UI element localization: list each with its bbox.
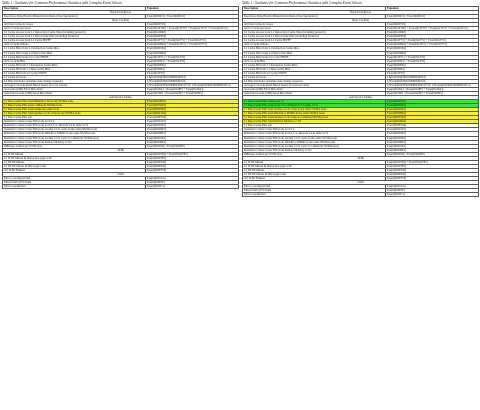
- section-title: Advanced Caching: [3, 96, 239, 100]
- equation-cell: Event[0x1F70] + Event[0x1F71] + Event[0x1F72]: [386, 39, 479, 43]
- description-cell: Macro-ops Dispatched: [3, 176, 146, 180]
- equation-cell: Event[0x04043]: [146, 140, 239, 144]
- section-title: Branch Prediction: [243, 11, 479, 15]
- description-cell: Demand L1 Data Cache Fills from Remote Memory or IO: [243, 148, 386, 152]
- description-cell: L3 Cache Accesses: [3, 75, 146, 79]
- equation-cell: Event[0x00143]: [386, 128, 479, 132]
- header-description: Description: [3, 7, 146, 11]
- equation-cell: Event[0x01043]: [386, 144, 479, 148]
- equation-cell: Event[0x10060]: [386, 31, 479, 35]
- description-cell: Demand L1 Data Cache Fills from local L3 or different L2 in same CCX: [243, 132, 386, 136]
- table-row: [243, 193, 479, 197]
- equation-cell: Event[0x1F70]: [146, 71, 239, 75]
- equation-cell: Event[0x00784] + Event[0x00785]: [146, 152, 239, 156]
- description-cell: Average L3 Cache Read Miss Latency (in core clocks): [3, 83, 146, 87]
- description-cell: Op Cache (64B) Fetch Miss Ratio: [3, 87, 146, 91]
- equation-cell: Event[0x0F045]: [386, 172, 479, 176]
- equation-cell: Event[0x00443]: [386, 136, 479, 140]
- equation-cell: Event[0x00844]: [386, 112, 479, 116]
- equation-cell: Event[0x00244]: [386, 104, 479, 108]
- description-cell: L1 ITLB Misses: [3, 152, 146, 156]
- equation-cell: Event[0x00864]: [146, 51, 239, 55]
- equation-cell: Event[0x00143]: [146, 120, 239, 124]
- table-row: [3, 185, 239, 189]
- equation-cell: Event[0xF064]: [386, 67, 479, 71]
- equation-cell: Event[0x1F71] + Event[0x1F72]: [386, 55, 479, 59]
- equation-cell: Event[0x00243]: [146, 124, 239, 128]
- description-cell: L3 Miss (includes cacheline state change requests): [3, 79, 146, 83]
- equation-cell: Event[0x00064]: [386, 63, 479, 67]
- equation-cell: Event[0x04043]: [386, 148, 479, 152]
- equation-cell: Event[0x0950] / Event[0x02B0]: [386, 152, 479, 156]
- equation-cell: Event[0x0FF78]: [386, 176, 479, 180]
- description-cell: Demand L1 Data Cache Fills from another CCX cache in a different NUMA node: [243, 144, 386, 148]
- section-title: Stalls: [3, 172, 239, 176]
- description-cell: L1 ITLB Misses: [243, 160, 386, 164]
- equation-cell: Event[0x01444]: [146, 112, 239, 116]
- equation-cell: Event[0x00864] + Event[0x1F71] + Event[0x1F72]: [146, 43, 239, 47]
- table-caption: Table 1: Guidance for Common Performance Statistics with Complex Event Selects: [2, 1, 122, 5]
- section-title: Advanced Caching: [243, 96, 479, 100]
- equation-cell: Event[0x00444]: [386, 108, 479, 112]
- description-cell: Demand L1 Data Cache Fills from DRAM or MMIO in the same NUMA node: [3, 132, 146, 136]
- description-cell: Execution-Time Branch Misprediction Ratio (Non-Speculative): [243, 15, 386, 19]
- section-title: Stalls: [243, 181, 479, 185]
- equation-cell: L3Event[0x0300C00080040104]: [146, 79, 239, 83]
- equation-cell: Event[0x07AA]: [386, 185, 479, 189]
- equation-cell: Event[0x1F70]: [386, 71, 479, 75]
- description-cell: L2 DTLB Misses & Data page walk: [3, 164, 146, 168]
- description-cell: L2 Cache Access from L1 Data Cache Miss (including Prefetch): [243, 35, 386, 39]
- header-equation: Equation: [386, 7, 479, 11]
- equation-cell: Event[0x00785]: [146, 156, 239, 160]
- description-cell: Demand L1 Data Cache Fills from DRAM or MMIO in the same NUMA node: [243, 140, 386, 144]
- description-cell: Macro-ops Dispatched: [243, 185, 386, 189]
- equation-cell: Event[0x1F71] + Event[0x1F72]: [146, 55, 239, 59]
- equation-cell: Event[0x28A] / (Event[0x28F] + Event[0x28A]): [386, 87, 479, 91]
- description-cell: L1 Data Cache Fills from local L3 or different L2 in same CCX: [243, 104, 386, 108]
- equation-cell: Event[0x0E0E]: [146, 181, 239, 185]
- equation-cell: Event[0x00864] + Event[0x1F71] + Event[0x1F72]: [386, 43, 479, 47]
- description-cell: L2 Cache Miss from L1 Instruction Cache Miss: [243, 47, 386, 51]
- equation-cell: Event[0x0FF45]: [386, 168, 479, 172]
- description-cell: Demand L1 Data Cache Fills from Remote Memory or IO: [3, 140, 146, 144]
- description-cell: All L2 Cache Hits: [3, 59, 146, 63]
- description-cell: Op Cache (64B) Fetch Miss Ratio: [243, 87, 386, 91]
- equation-cell: Event[0x00864]: [386, 51, 479, 55]
- description-cell: L2 Cache Access from L1 Instruction Cache Miss (including prefetch): [3, 31, 146, 35]
- description-cell: L2 Cache Hit from L1 Instruction Cache Miss: [3, 63, 146, 67]
- description-cell: Demand L1 Data Cache Fills from local L2: [3, 120, 146, 124]
- description-cell: L1 Data Cache Fills All: [243, 124, 386, 128]
- equation-cell: Event[0x1F70] + Event[0x1F71] + Event[0x1F72]: [146, 39, 239, 43]
- section-title: Basic Caching: [243, 19, 479, 23]
- description-cell: L2 Cache Hit from L2 Cache HWPF: [3, 71, 146, 75]
- equation-cell: Event[0x00729]: [386, 23, 479, 27]
- description-cell: L2 Cache Miss from L1 Data Cache Miss: [243, 51, 386, 55]
- equation-cell: Event[0x0FF78]: [146, 168, 239, 172]
- equation-cell: Event[0x07AA]: [146, 176, 239, 180]
- description-cell: All L2 Cache Accesses: [3, 27, 146, 31]
- description-cell: 64B lines written per WCB close: [243, 152, 386, 156]
- description-cell: L2 Cache Hit from L1 Instruction Cache Miss: [243, 63, 386, 67]
- equation-cell: Event[0x1F160] + Event[0x1F70] + Event[0x1F71] + Event[0x1F72]: [386, 27, 479, 31]
- description-cell: All TLBs Flushed: [3, 168, 146, 172]
- description-cell: L1 Data Cache Fills from DRAM or IO in any NUMA node: [3, 100, 146, 104]
- equation-cell: L3Event[0x0303C000800450C2]*16/ L3Event[0x0300C000800450C2]: [386, 83, 479, 87]
- equation-cell: Event[0x0F045]: [146, 164, 239, 168]
- header-equation: Equation: [146, 7, 239, 11]
- description-cell: L1 DTLB Misses: [243, 168, 386, 172]
- equation-cell: Event[0x00164]: [146, 47, 239, 51]
- equation-cell: Event[0x00443]: [146, 128, 239, 132]
- description-cell: Demand L1 Data Cache Fills from local L2: [243, 128, 386, 132]
- equation-cell: Event[0x0FF45]: [146, 160, 239, 164]
- description-cell: L3 Cache Accesses: [243, 75, 386, 79]
- equation-cell: Event[0x00785]: [386, 164, 479, 168]
- section-title: TLBs: [3, 148, 239, 152]
- equation-cell: L3Event[0x0300C00080040F04]: [386, 75, 479, 79]
- description-cell: L2 ITLB Misses & Instruction page walk: [243, 164, 386, 168]
- description-cell: All TLBs Flushed: [243, 176, 386, 180]
- equation-cell: L3Event[0x0300C00080040104]: [386, 79, 479, 83]
- description-cell: L2 Cache Access from L2 Cache HWPF: [3, 39, 146, 43]
- description-cell: Mixed SSE/AVX Stalls: [243, 189, 386, 193]
- description-cell: L1 Data Cache Fills from DRAM or MMIO in the same NUMA node: [243, 112, 386, 116]
- equation-cell: Event[0x00344]: [146, 108, 239, 112]
- description-cell: All L2 Cache Misses: [3, 43, 146, 47]
- description-cell: Macro-ops Retired: [3, 185, 146, 189]
- description-cell: All L2 Cache Hits: [243, 59, 386, 63]
- table-caption: Table 1: Guidance for Common Performance Statistics with Complex Event Selects: [242, 1, 362, 5]
- equation-cell: Event[0x0E060]: [386, 35, 479, 39]
- description-cell: Average L3 Cache Read Miss Latency (in nanoseconds): [243, 83, 386, 87]
- equation-cell: Event[0x00784] + Event[0x00785]: [386, 160, 479, 164]
- equation-cell: Event[0x00729]: [146, 23, 239, 27]
- description-cell: All L2 Cache Misses: [243, 43, 386, 47]
- equation-cell: Event[0x00843]: [146, 132, 239, 136]
- description-cell: Macro-ops Retired: [243, 193, 386, 197]
- section-title: Basic Caching: [3, 19, 239, 23]
- equation-cell: Event[0x01043]: [146, 136, 239, 140]
- equation-cell: Event[0x0E0E]: [386, 189, 479, 193]
- description-cell: L2 Cache Miss from L2 Cache HWPF: [3, 55, 146, 59]
- section-title: TLBs: [243, 156, 479, 160]
- equation-cell: Event[0x10060]: [146, 31, 239, 35]
- description-cell: L2 Cache Miss from L1 Instruction Cache Miss: [3, 47, 146, 51]
- section-title: Branch Prediction: [3, 11, 239, 15]
- equation-cell: Event[0x18E] / (Event[0x18E] + Event[0x06E]): [146, 91, 239, 95]
- equation-cell: L3Event[0x0303C000800450C2]*16/ L3Event[0x0300C000800450C2]: [146, 83, 239, 87]
- description-cell: L1 Data Cache Fills All: [3, 116, 146, 120]
- equation-cell: Event[0xF064] + Event[0x1F70]: [386, 59, 479, 63]
- description-cell: Instruction Cache (32B) Fetch Miss Ratio: [243, 91, 386, 95]
- left-document-panel: [2, 1, 238, 189]
- description-cell: L1 Data Cache Fills from within the same CCX: [3, 108, 146, 112]
- equation-cell: Event[0x00144]: [386, 100, 479, 104]
- header-description: Description: [243, 7, 386, 11]
- equation-cell: Event[0x00243]: [386, 132, 479, 136]
- description-cell: Instruction Cache (32B) Fetch Miss Ratio: [3, 91, 146, 95]
- description-cell: Execution-Time Branch Misprediction Ratio (Non-Speculative): [3, 15, 146, 19]
- equation-cell: Event[0x0E060]: [146, 35, 239, 39]
- equation-cell: Event[0xF064] + Event[0x1F70]: [146, 59, 239, 63]
- description-cell: L1 Data Cache Fills from local L2: [243, 100, 386, 104]
- equation-cell: Event[0x04044]: [386, 120, 479, 124]
- equation-cell: Event[0x00C5] / Event[0x00C2]: [146, 15, 239, 19]
- description-cell: L2 Cache Access from L2 Cache HWPF: [243, 39, 386, 43]
- equation-cell: Event[0x00164]: [386, 47, 479, 51]
- table-body: [3, 7, 239, 189]
- description-cell: L2 Cache Access from L1 Data Cache Miss (including Prefetch): [3, 35, 146, 39]
- description-cell: L2 Cache Miss from L1 Data Cache Miss: [3, 51, 146, 55]
- equation-cell: Event[0x28A] / (Event[0x28F] + Event[0x28A]): [146, 87, 239, 91]
- description-cell: Demand L1 Data Cache Fills from local L3 or different L2 in same CCX: [3, 124, 146, 128]
- description-cell: All Data Cache Accesses: [243, 23, 386, 27]
- description-cell: L2 Cache Miss from L2 Cache HWPF: [243, 55, 386, 59]
- equation-cell: Event[0x00C1]: [386, 193, 479, 197]
- description-cell: L1 Data Cache Fills from another CCX cache in the same NUMA node: [243, 108, 386, 112]
- description-cell: All L2 Cache Accesses: [243, 27, 386, 31]
- equation-cell: Event[0x1F160] + Event[0x1F70] + Event[0x1F71] + Event[0x1F72]: [146, 27, 239, 31]
- equation-cell: Event[0x04844]: [146, 100, 239, 104]
- description-cell: L1 Data Cache Fills from a different NUMA node: [3, 104, 146, 108]
- equation-cell: Event[0x0FF44]: [146, 116, 239, 120]
- table-body: [243, 7, 479, 197]
- description-cell: Demand L1 Data Cache Fills from another CCX cache in the same NUMA node: [243, 136, 386, 140]
- equation-cell: Event[0x0950] / Event[0x02B0]: [146, 144, 239, 148]
- equation-cell: Event[0x18E] / (Event[0x18E] + Event[0x06E]): [386, 91, 479, 95]
- description-cell: 64B lines written per WCB close: [3, 144, 146, 148]
- equation-cell: Event[0x01044]: [386, 116, 479, 120]
- description-cell: L2 Cache Hit from L1 Data Cache Miss: [3, 67, 146, 71]
- equation-cell: Event[0x00843]: [386, 140, 479, 144]
- description-cell: All Data Cache Accesses: [3, 23, 146, 27]
- equation-cell: Event[0x00C5] / Event[0x00C2]: [386, 15, 479, 19]
- equation-cell: L3Event[0x0300C00080040F04]: [146, 75, 239, 79]
- description-cell: L2 Cache Hit from L2 Cache HWPF: [243, 71, 386, 75]
- description-cell: L2 Cache Access from L1 Instruction Cache Miss (including prefetch): [243, 31, 386, 35]
- description-cell: L3 Miss (includes cacheline state change requests): [243, 79, 386, 83]
- description-cell: L2 DTLB Misses & Data page walk: [243, 172, 386, 176]
- description-cell: Demand L1 Data Cache Fills from another CCX cache in the same NUMA node: [3, 128, 146, 132]
- right-document-panel: [242, 1, 478, 197]
- description-cell: L1 DTLB Misses: [3, 160, 146, 164]
- equation-cell: Event[0x00064]: [146, 63, 239, 67]
- equation-cell: Event[0x05044]: [146, 104, 239, 108]
- description-cell: L1 Data Cache Fills from another CCX cache in any NUMA node: [3, 112, 146, 116]
- equation-cell: Event[0xF064]: [146, 67, 239, 71]
- description-cell: L1 Data Cache Fills from another CCX cache in a different NUMA node: [243, 116, 386, 120]
- description-cell: Demand L1 Data Cache Fills from another CCX cache in a different NUMA node: [3, 136, 146, 140]
- guidance-table: [242, 6, 479, 197]
- equation-cell: Event[0x00C1]: [146, 185, 239, 189]
- description-cell: L2 ITLB Misses & Instruction page walk: [3, 156, 146, 160]
- equation-cell: Event[0x0FF44]: [386, 124, 479, 128]
- description-cell: L2 Cache Hit from L1 Data Cache Miss: [243, 67, 386, 71]
- guidance-table: [2, 6, 239, 189]
- description-cell: L1 Data Cache Fills from Remote Memory or IO: [243, 120, 386, 124]
- description-cell: Mixed SSE/AVX Stalls: [3, 181, 146, 185]
